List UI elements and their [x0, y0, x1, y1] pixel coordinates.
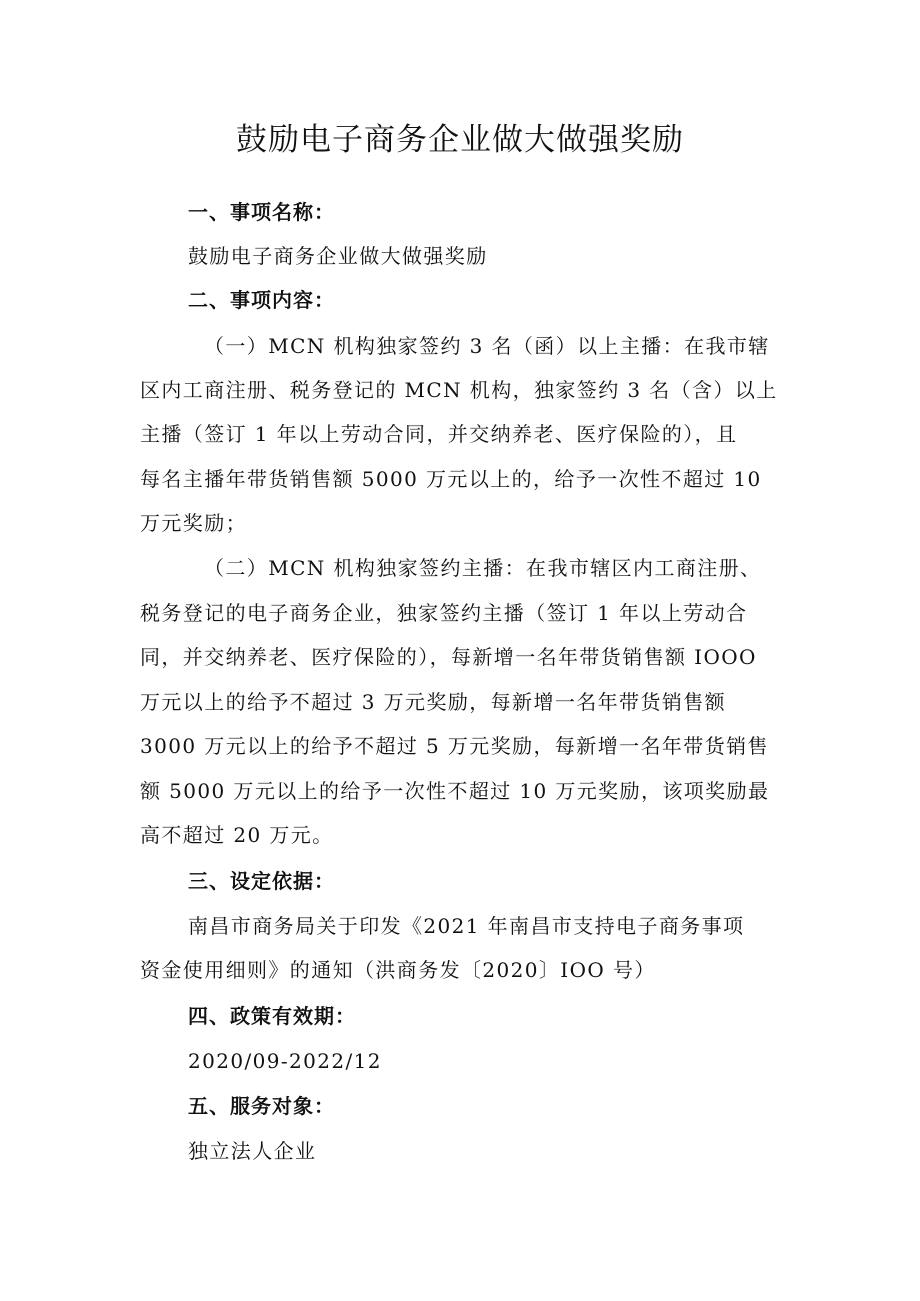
service-target-text: 独立法人企业	[188, 1139, 317, 1163]
content-paragraph-2-line: 税务登记的电子商务企业，独家签约主播（签订 1 年以上劳动合	[140, 601, 748, 625]
content-paragraph-1-line: 每名主播年带货销售额 5000 万元以上的，给予一次性不超过 10	[140, 467, 762, 491]
section-heading-item-content: 二、事项内容：	[188, 288, 335, 312]
basis-line: 南昌市商务局关于印发《2021 年南昌市支持电子商务事项	[188, 914, 745, 938]
content-paragraph-1-line: 主播（签订 1 年以上劳动合同，并交纳养老、医疗保险的），且	[140, 422, 738, 446]
section-heading-service-target: 五、服务对象：	[188, 1094, 335, 1118]
item-name-text: 鼓励电子商务企业做大做强奖励	[188, 244, 488, 268]
content-paragraph-2-line: 万元以上的给予不超过 3 万元奖励，每新增一名年带货销售额	[140, 690, 727, 714]
content-paragraph-2-line: （二）MCN 机构独家签约主播：在我市辖区内工商注册、	[204, 556, 762, 580]
validity-period-text: 2020/09-2022/12	[188, 1049, 382, 1073]
section-heading-item-name: 一、事项名称：	[188, 200, 335, 224]
section-heading-validity-period: 四、政策有效期：	[188, 1004, 356, 1028]
basis-line: 资金使用细则》的通知（洪商务发〔2020〕IOO 号）	[140, 958, 656, 982]
content-paragraph-1-line: （一）MCN 机构独家签约 3 名（函）以上主播：在我市辖	[204, 334, 770, 358]
content-paragraph-1-line: 万元奖励；	[140, 511, 247, 535]
content-paragraph-2-line: 3000 万元以上的给予不超过 5 万元奖励，每新增一名年带货销售	[140, 734, 769, 758]
section-heading-basis: 三、设定依据：	[188, 869, 335, 893]
content-paragraph-2-line: 额 5000 万元以上的给予一次性不超过 10 万元奖励，该项奖励最	[140, 779, 770, 803]
content-paragraph-1-line: 区内工商注册、税务登记的 MCN 机构，独家签约 3 名（含）以上	[140, 378, 778, 402]
content-paragraph-2-line: 高不超过 20 万元。	[140, 823, 334, 847]
document-title: 鼓励电子商务企业做大做强奖励	[236, 122, 684, 158]
content-paragraph-2-line: 同，并交纳养老、医疗保险的），每新增一名年带货销售额 IOOO	[140, 645, 757, 669]
